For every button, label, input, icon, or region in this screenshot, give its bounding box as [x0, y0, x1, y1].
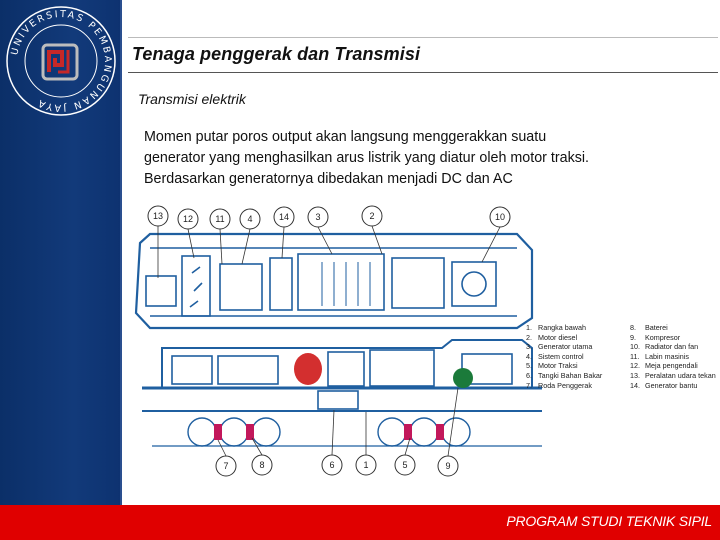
callout-6: 6 — [329, 460, 335, 470]
legend-item: 13. Peralatan udara tekan — [630, 370, 716, 380]
university-logo — [2, 2, 120, 120]
legend-item: 2. Motor diesel — [526, 332, 578, 342]
callout-5: 5 — [402, 460, 408, 470]
legend-item: 14. Generator bantu — [630, 380, 698, 390]
compressor-green-part — [453, 368, 473, 388]
callout-11: 11 — [215, 214, 225, 224]
traction-motors — [214, 424, 444, 440]
legend-right — [630, 323, 716, 390]
legend-item: 11. Labin masinis — [630, 351, 689, 361]
legend-item: 1. Rangka bawah — [526, 323, 586, 332]
legend-left — [526, 323, 602, 390]
wheels — [188, 418, 470, 446]
section-subtitle: Transmisi elektrik — [138, 91, 246, 107]
legend-item: 7. Roda Penggerak — [526, 380, 592, 390]
title-bar — [128, 37, 718, 73]
legend-item: 12. Meja pengendali — [630, 361, 698, 371]
locomotive-diagram — [122, 198, 720, 505]
legend-item: 10. Radiator dan fan — [630, 342, 699, 352]
paragraph-line: Berdasarkan generatornya dibedakan menjadi DC dan AC — [144, 171, 513, 187]
callout-9: 9 — [445, 461, 451, 471]
legend-item: 4. Sistem control — [526, 351, 584, 361]
callout-14: 14 — [278, 212, 290, 222]
callout-10: 10 — [494, 212, 506, 222]
paragraph-line: Momen putar poros output akan langsung menggerakkan suatu — [144, 129, 547, 145]
legend-item: 6. Tangki Bahan Bakar — [526, 370, 603, 380]
callout-12: 12 — [182, 214, 194, 224]
top-callouts — [148, 206, 510, 278]
legend-item: 9. Kompresor — [630, 332, 681, 342]
callout-2: 2 — [369, 211, 375, 221]
callout-3: 3 — [315, 212, 321, 222]
footer-bar — [0, 505, 720, 540]
callout-13: 13 — [152, 211, 164, 221]
side-view — [142, 340, 542, 411]
generator-red-part — [294, 353, 322, 385]
legend-item: 8. Baterei — [630, 323, 668, 332]
callout-8: 8 — [259, 460, 265, 470]
legend-item: 3. Generator utama — [526, 342, 593, 352]
logo-mark-icon — [43, 45, 77, 79]
legend-item: 5. Motor Traksi — [526, 361, 578, 371]
logo-ring-text: UNIVERSITAS PEMBANGUNAN JAYA — [9, 8, 114, 114]
callout-1: 1 — [363, 460, 369, 470]
plan-view — [136, 234, 532, 328]
paragraph-line: generator yang menghasilkan arus listrik yang diatur oleh motor traksi. — [144, 150, 590, 166]
body-paragraph — [144, 127, 704, 190]
callout-7: 7 — [223, 461, 229, 471]
callout-4: 4 — [247, 214, 253, 224]
footer-program-name: PROGRAM STUDI TEKNIK SIPIL — [506, 513, 712, 529]
page-title: Tenaga penggerak dan Transmisi — [132, 44, 421, 64]
